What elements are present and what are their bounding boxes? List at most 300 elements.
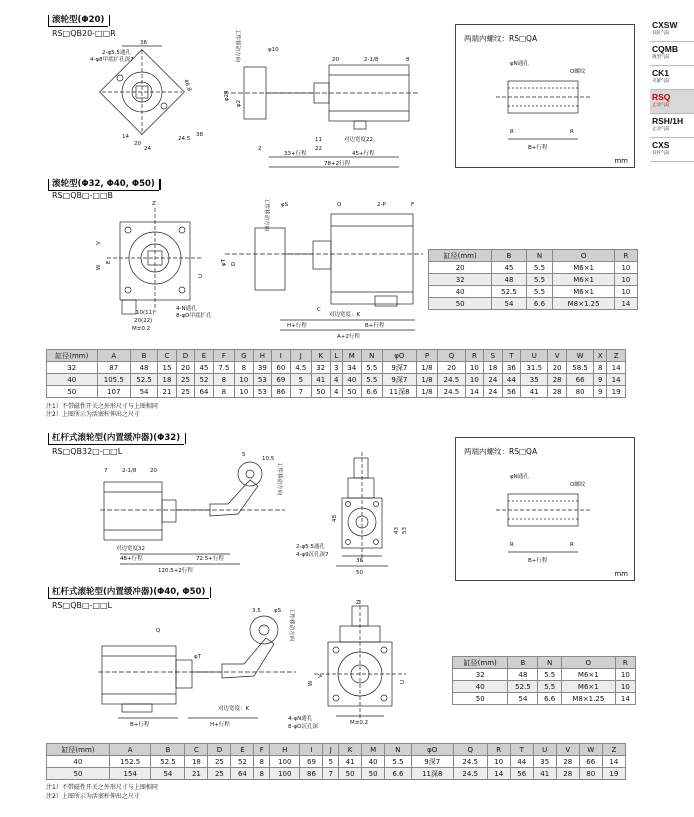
dim-label: 45+行程 [352, 151, 375, 157]
dim-label: 5 [242, 452, 246, 458]
table-cell: 24.5 [453, 768, 487, 780]
table-cell: 54 [508, 693, 538, 705]
table-header: 缸径(mm) [429, 250, 492, 262]
dim-label: 120.5+2行程 [158, 568, 193, 574]
dim-label: 53 [402, 527, 408, 534]
table-cell: 31.5 [521, 362, 548, 374]
drawing-roller-20-front [92, 40, 217, 155]
r-label: R [570, 129, 574, 135]
table-cell: 14 [607, 374, 626, 386]
dim-label: 4-φ8甲底扩孔深7 [90, 57, 134, 63]
table-cell: 40 [343, 374, 361, 386]
dim-label: A+2行程 [337, 334, 360, 340]
table-header: Z [607, 350, 626, 362]
note-line: 注1）不带磁性开关之外形尺寸与上图相同 [46, 403, 158, 410]
table-cell: 8 [594, 362, 607, 374]
table-header: I [272, 350, 290, 362]
table-row [47, 386, 626, 398]
table-cell: 53 [253, 374, 271, 386]
table-row [47, 756, 626, 768]
dim-label: 33+行程 [284, 151, 307, 157]
dim-label: Z [356, 600, 360, 606]
table-cell: 41 [339, 756, 362, 768]
table-cell: 19 [602, 768, 625, 780]
table-cell: 34 [343, 362, 361, 374]
table-cell: 25 [176, 374, 194, 386]
table-cell: 50 [47, 386, 98, 398]
table-cell: 64 [195, 386, 213, 398]
sidebar-item-cqmb[interactable]: CQMB 薄型气缸 [650, 42, 694, 66]
table-cell: 41 [533, 768, 556, 780]
table-header: C [185, 744, 208, 756]
table-header: N [385, 744, 412, 756]
table-cell: 105.5 [97, 374, 130, 386]
table-cell: 45 [492, 262, 526, 274]
table-cell: 41 [521, 386, 548, 398]
section-title-roller-20: 滚轮型(Φ20) [48, 15, 108, 27]
dim-label: φT [221, 259, 227, 266]
table-cell: 21 [185, 768, 208, 780]
table-cell: 48 [508, 669, 538, 681]
sidebar-item-rsh[interactable]: RSH/1H 止动气缸 [650, 114, 694, 138]
table-row [453, 681, 636, 693]
table-cell: 19 [607, 386, 626, 398]
table-header: O [561, 657, 615, 669]
dim-label: 8 [406, 57, 410, 63]
table-cell: 14 [607, 362, 626, 374]
dim-label: B+行程 [365, 323, 385, 329]
table-cell: 5.5 [538, 681, 561, 693]
dim-label: D [231, 261, 237, 266]
table-cell: 10 [487, 756, 510, 768]
table-row [429, 262, 638, 274]
table-cell: 54 [130, 386, 157, 398]
dim-label: 2-φ5.5通孔 [102, 50, 131, 56]
o-thread-label: O螺纹 [570, 69, 586, 75]
dimension-table-lever [46, 743, 626, 780]
table-header: V [556, 744, 579, 756]
table-cell: 20 [176, 362, 194, 374]
table-cell: 11深8 [411, 768, 453, 780]
dim-label: 72.5+行程 [196, 556, 224, 562]
table-header: A [97, 350, 130, 362]
table-cell: 10 [465, 362, 483, 374]
table-cell: 80 [566, 386, 593, 398]
table-cell: 56 [502, 386, 520, 398]
table-cell: 18 [185, 756, 208, 768]
table-cell: 80 [579, 768, 602, 780]
dim-label: 对边宽度32 [116, 546, 145, 552]
table-cell: 7 [290, 386, 311, 398]
model-code-lever-32: RS□QB32□-□□L [52, 447, 123, 456]
dim-label: Q [156, 628, 161, 634]
table-cell: 32 [429, 274, 492, 286]
table-cell: 45 [195, 362, 213, 374]
table-cell: 100 [270, 756, 300, 768]
dim-label: U [400, 679, 406, 684]
table-header: A [110, 744, 151, 756]
table-cell: 25 [208, 768, 231, 780]
table-cell: 6.6 [361, 386, 382, 398]
table-cell: 24 [484, 374, 502, 386]
dim-label: 20(22) [134, 318, 153, 324]
table-cell: 5.5 [526, 262, 553, 274]
table-header: Z [602, 744, 625, 756]
r-label: R [510, 129, 514, 135]
dim-label: W [308, 680, 314, 686]
table-cell: 5 [290, 374, 311, 386]
table-row [47, 362, 626, 374]
drawing-roller-20-side [224, 25, 424, 175]
table-cell: 20 [438, 362, 465, 374]
table-cell: 11深8 [383, 386, 417, 398]
note-line: 注1）不带磁性开关之外形尺寸与上图相同 [46, 784, 158, 791]
table-cell: 8 [254, 768, 270, 780]
table-cell: 6.6 [385, 768, 412, 780]
table-header: E [195, 350, 213, 362]
table-cell: 28 [548, 386, 566, 398]
table-cell: 52.5 [130, 374, 157, 386]
dim-label: 2-1/8 [364, 57, 379, 63]
table-cell: 1/8 [416, 374, 438, 386]
table-cell: 1/8 [416, 386, 438, 398]
dim-label: Z [152, 201, 156, 207]
direction-label: 工件移动方向 [288, 608, 294, 642]
unit-mm: mm [614, 157, 628, 165]
table-cell: 35 [521, 374, 548, 386]
table-cell: 54 [151, 768, 185, 780]
table-cell: 48 [130, 362, 157, 374]
table-header: O [553, 250, 614, 262]
table-header: G [235, 350, 253, 362]
table-cell: 28 [556, 756, 579, 768]
series-sidebar [650, 18, 694, 162]
table-cell: 5.5 [538, 669, 561, 681]
table-header: H [270, 744, 300, 756]
table-cell: 87 [97, 362, 130, 374]
table-cell: 69 [272, 374, 290, 386]
dim-label: 48 [332, 515, 338, 522]
table-header: P [416, 350, 438, 362]
table-header: N [526, 250, 553, 262]
table-cell: M8×1.25 [561, 693, 615, 705]
dim-label: B+行程 [130, 722, 150, 728]
table-cell: 25 [176, 386, 194, 398]
table-cell: 50 [362, 768, 385, 780]
table-header: φO [411, 744, 453, 756]
model-code-roller-32-50: RS□QB□-□□B [52, 191, 114, 200]
table-cell: 10 [235, 386, 253, 398]
table-cell: M6×1 [561, 681, 615, 693]
dim-label: Q [337, 202, 342, 208]
table-cell: 32 [453, 669, 508, 681]
table-header: B [492, 250, 526, 262]
spec-table-thread [428, 249, 638, 310]
dim-label: φ2 [236, 99, 242, 107]
drawing-roller-32-side [221, 196, 425, 341]
dim-label: V [96, 241, 102, 245]
table-cell: 10 [615, 669, 635, 681]
table-cell: M8×1.25 [553, 298, 614, 310]
thread-box-title: 两端内螺纹：RS□QA [464, 447, 538, 456]
table-cell: 20 [429, 262, 492, 274]
table-cell: 24.5 [453, 756, 487, 768]
section-title-lever-32: 杠杆式滚轮型(内置缓冲器)(Φ32) [48, 433, 184, 445]
dim-label: φS [274, 608, 282, 614]
table-cell: 9 [594, 386, 607, 398]
table-cell: 18 [158, 374, 176, 386]
table-cell: 9深7 [383, 362, 417, 374]
table-cell: 5.5 [526, 274, 553, 286]
table-cell: 58.5 [566, 362, 593, 374]
note-line: 注2）上图所示为活塞杆伸出之尺寸 [46, 793, 140, 800]
dim-label: 78+2行程 [324, 161, 351, 167]
direction-label: 工件移动方向 [276, 462, 282, 496]
dim-label: 2 [258, 146, 262, 152]
table-cell: 4 [330, 386, 343, 398]
dim-label: 20 [134, 141, 141, 147]
table-cell: 7.5 [213, 362, 234, 374]
dim-label: 20 [150, 468, 157, 474]
table-cell: 48 [492, 274, 526, 286]
table-cell: 5.5 [361, 362, 382, 374]
table-header: D [176, 350, 194, 362]
table-header: F [213, 350, 234, 362]
table-header: H [253, 350, 271, 362]
table-row [429, 298, 638, 310]
table-cell: 52 [195, 374, 213, 386]
table-header: B [151, 744, 185, 756]
table-header: 缸径(mm) [47, 744, 110, 756]
table-header: R [615, 657, 635, 669]
table-cell: 4 [330, 374, 343, 386]
table-header: X [594, 350, 607, 362]
table-cell: 7 [323, 768, 339, 780]
table-cell: 8 [213, 386, 234, 398]
table-cell: 6.6 [538, 693, 561, 705]
section-title-lever-40-50: 杠杆式滚轮型(内置缓冲器)(Φ40, Φ50) [48, 587, 209, 599]
dim-label: M±0.2 [132, 326, 151, 332]
table-cell: 28 [556, 768, 579, 780]
dim-label: 24.5 [178, 136, 191, 142]
table-header: W [566, 350, 593, 362]
table-row [453, 669, 636, 681]
table-cell: 32 [47, 362, 98, 374]
dim-label: 8-φO沉孔深 [288, 724, 318, 730]
table-header: M [362, 744, 385, 756]
n-hole-label: φN通孔 [510, 474, 529, 480]
table-cell: 56 [510, 768, 533, 780]
table-cell: 8 [213, 374, 234, 386]
table-header: T [510, 744, 533, 756]
table-header: T [502, 350, 520, 362]
model-code-lever-40-50: RS□QB□-□□L [52, 601, 112, 610]
drawing-lever-32-side [100, 452, 290, 577]
table-cell: 36 [502, 362, 520, 374]
dim-label: H+行程 [210, 722, 230, 728]
table-header: 缸径(mm) [47, 350, 98, 362]
table-cell: 50 [343, 386, 361, 398]
table-cell: 14 [614, 298, 637, 310]
table-cell: 107 [97, 386, 130, 398]
table-row [429, 286, 638, 298]
dim-label: 10(11) [136, 310, 155, 316]
dim-label: 14 [122, 134, 129, 140]
table-header: S [484, 350, 502, 362]
table-cell: 39 [253, 362, 271, 374]
table-cell: 5.5 [526, 286, 553, 298]
table-cell: 10 [615, 681, 635, 693]
table-cell: 53 [253, 386, 271, 398]
table-cell: 154 [110, 768, 151, 780]
dim-label: 7 [104, 468, 108, 474]
table-cell: 14 [602, 756, 625, 768]
dim-label: 10.5 [262, 456, 275, 462]
thread-detail-box-bottom [455, 437, 635, 581]
table-cell: 66 [566, 374, 593, 386]
table-cell: 15 [158, 362, 176, 374]
table-cell: 52.5 [492, 286, 526, 298]
dim-label: C [317, 307, 321, 313]
dim-label: 4-φ9沉孔深7 [296, 552, 329, 558]
table-cell: 24.5 [438, 386, 465, 398]
table-cell: 40 [429, 286, 492, 298]
dim-label: 2-φ5.5通孔 [296, 544, 325, 550]
table-cell: 50 [453, 693, 508, 705]
drawing-lever-32-front [296, 452, 416, 577]
table-cell: 9 [594, 374, 607, 386]
table-header: R [614, 250, 637, 262]
table-header: K [312, 350, 330, 362]
table-cell: 6.6 [526, 298, 553, 310]
table-cell: 28 [548, 374, 566, 386]
dim-label: V [318, 674, 324, 678]
table-row [47, 374, 626, 386]
table-header: W [579, 744, 602, 756]
dimension-table-roller [46, 349, 626, 398]
dim-label: U [198, 273, 204, 278]
table-cell: 152.5 [110, 756, 151, 768]
dim-label: 36 [140, 40, 147, 46]
section-title-roller-32-50: 滚轮型(Φ32, Φ40, Φ50) [48, 179, 159, 191]
table-cell: 10 [614, 274, 637, 286]
table-header: E [231, 744, 254, 756]
dim-label: 22 [315, 146, 322, 152]
sidebar-item-cxsw[interactable]: CXSW 双缸气缸 [650, 18, 694, 42]
table-row [429, 274, 638, 286]
r-label: R [570, 542, 574, 548]
table-header: V [548, 350, 566, 362]
table-cell: 5.5 [385, 756, 412, 768]
dim-label: 2-P [377, 202, 386, 208]
table-header: J [323, 744, 339, 756]
dim-label: 4-N通孔 [176, 306, 197, 312]
table-cell: 10 [465, 374, 483, 386]
table-cell: 20 [548, 362, 566, 374]
table-cell: 4.5 [290, 362, 311, 374]
dim-label: φT [194, 654, 201, 660]
table-cell: 69 [300, 756, 323, 768]
thread-box-title: 两端内螺纹：RS□QA [464, 34, 538, 43]
table-header: F [254, 744, 270, 756]
sidebar-item-cxs[interactable]: CXS 双杆气缸 [650, 138, 694, 162]
stroke-label: B+行程 [528, 558, 548, 564]
table-row [453, 693, 636, 705]
dim-label: W [96, 264, 102, 270]
dim-label: 46.8 [182, 78, 192, 93]
table-cell: 3 [330, 362, 343, 374]
table-header: φO [383, 350, 417, 362]
dim-label: 36 [356, 558, 363, 564]
drawing-roller-32-front [92, 200, 222, 340]
dim-label: 2-1/8 [122, 468, 137, 474]
table-header: J [290, 350, 311, 362]
table-header: N [538, 657, 561, 669]
table-cell: 10 [235, 374, 253, 386]
direction-label: 工件移动方向 [263, 198, 269, 232]
dim-label: φS [281, 202, 289, 208]
thread-detail-box-top [455, 24, 635, 168]
table-row [47, 768, 626, 780]
table-cell: 50 [339, 768, 362, 780]
table-cell: 25 [208, 756, 231, 768]
table-cell: 10 [614, 262, 637, 274]
dim-label: 48+行程 [120, 556, 143, 562]
table-cell: 9深7 [383, 374, 417, 386]
table-cell: 8 [235, 362, 253, 374]
n-hole-label: φN通孔 [510, 61, 529, 67]
note-line: 注2）上图所示为活塞杆伸出之尺寸 [46, 411, 140, 418]
table-cell: M6×1 [553, 262, 614, 274]
table-cell: 32 [312, 362, 330, 374]
table-header: B [130, 350, 157, 362]
table-cell: 14 [487, 768, 510, 780]
table-cell: 50 [47, 768, 110, 780]
dim-label: E [106, 260, 112, 264]
table-header: L [330, 350, 343, 362]
sidebar-item-rsq[interactable]: RSQ 止动气缸 [650, 90, 694, 114]
table-cell: 40 [47, 374, 98, 386]
table-cell: 50 [312, 386, 330, 398]
table-header: C [158, 350, 176, 362]
table-cell: 10 [614, 286, 637, 298]
table-header: K [339, 744, 362, 756]
table-cell: 60 [272, 362, 290, 374]
table-header: D [208, 744, 231, 756]
table-cell: 54 [492, 298, 526, 310]
dim-label: φ24 [224, 90, 230, 101]
table-cell: 1/8 [416, 362, 438, 374]
table-cell: 14 [615, 693, 635, 705]
dim-label: F [411, 202, 415, 208]
dim-label: 3.5 [252, 608, 261, 614]
stroke-label: B+行程 [528, 145, 548, 151]
table-cell: M6×1 [553, 274, 614, 286]
dim-label: M±0.2 [350, 720, 369, 726]
dim-label: 50 [356, 570, 363, 576]
table-cell: 44 [510, 756, 533, 768]
table-cell: 52 [231, 756, 254, 768]
direction-label: 工件移动方向 [234, 29, 240, 63]
sidebar-item-ck1[interactable]: CK1 夹紧气缸 [650, 66, 694, 90]
table-cell: 24 [484, 386, 502, 398]
dim-label: 对边宽度22 [344, 137, 373, 143]
table-cell: 24.5 [438, 374, 465, 386]
table-cell: 52.5 [151, 756, 185, 768]
dim-label: H+行程 [287, 323, 307, 329]
table-header: Q [438, 350, 465, 362]
table-cell: 40 [47, 756, 110, 768]
